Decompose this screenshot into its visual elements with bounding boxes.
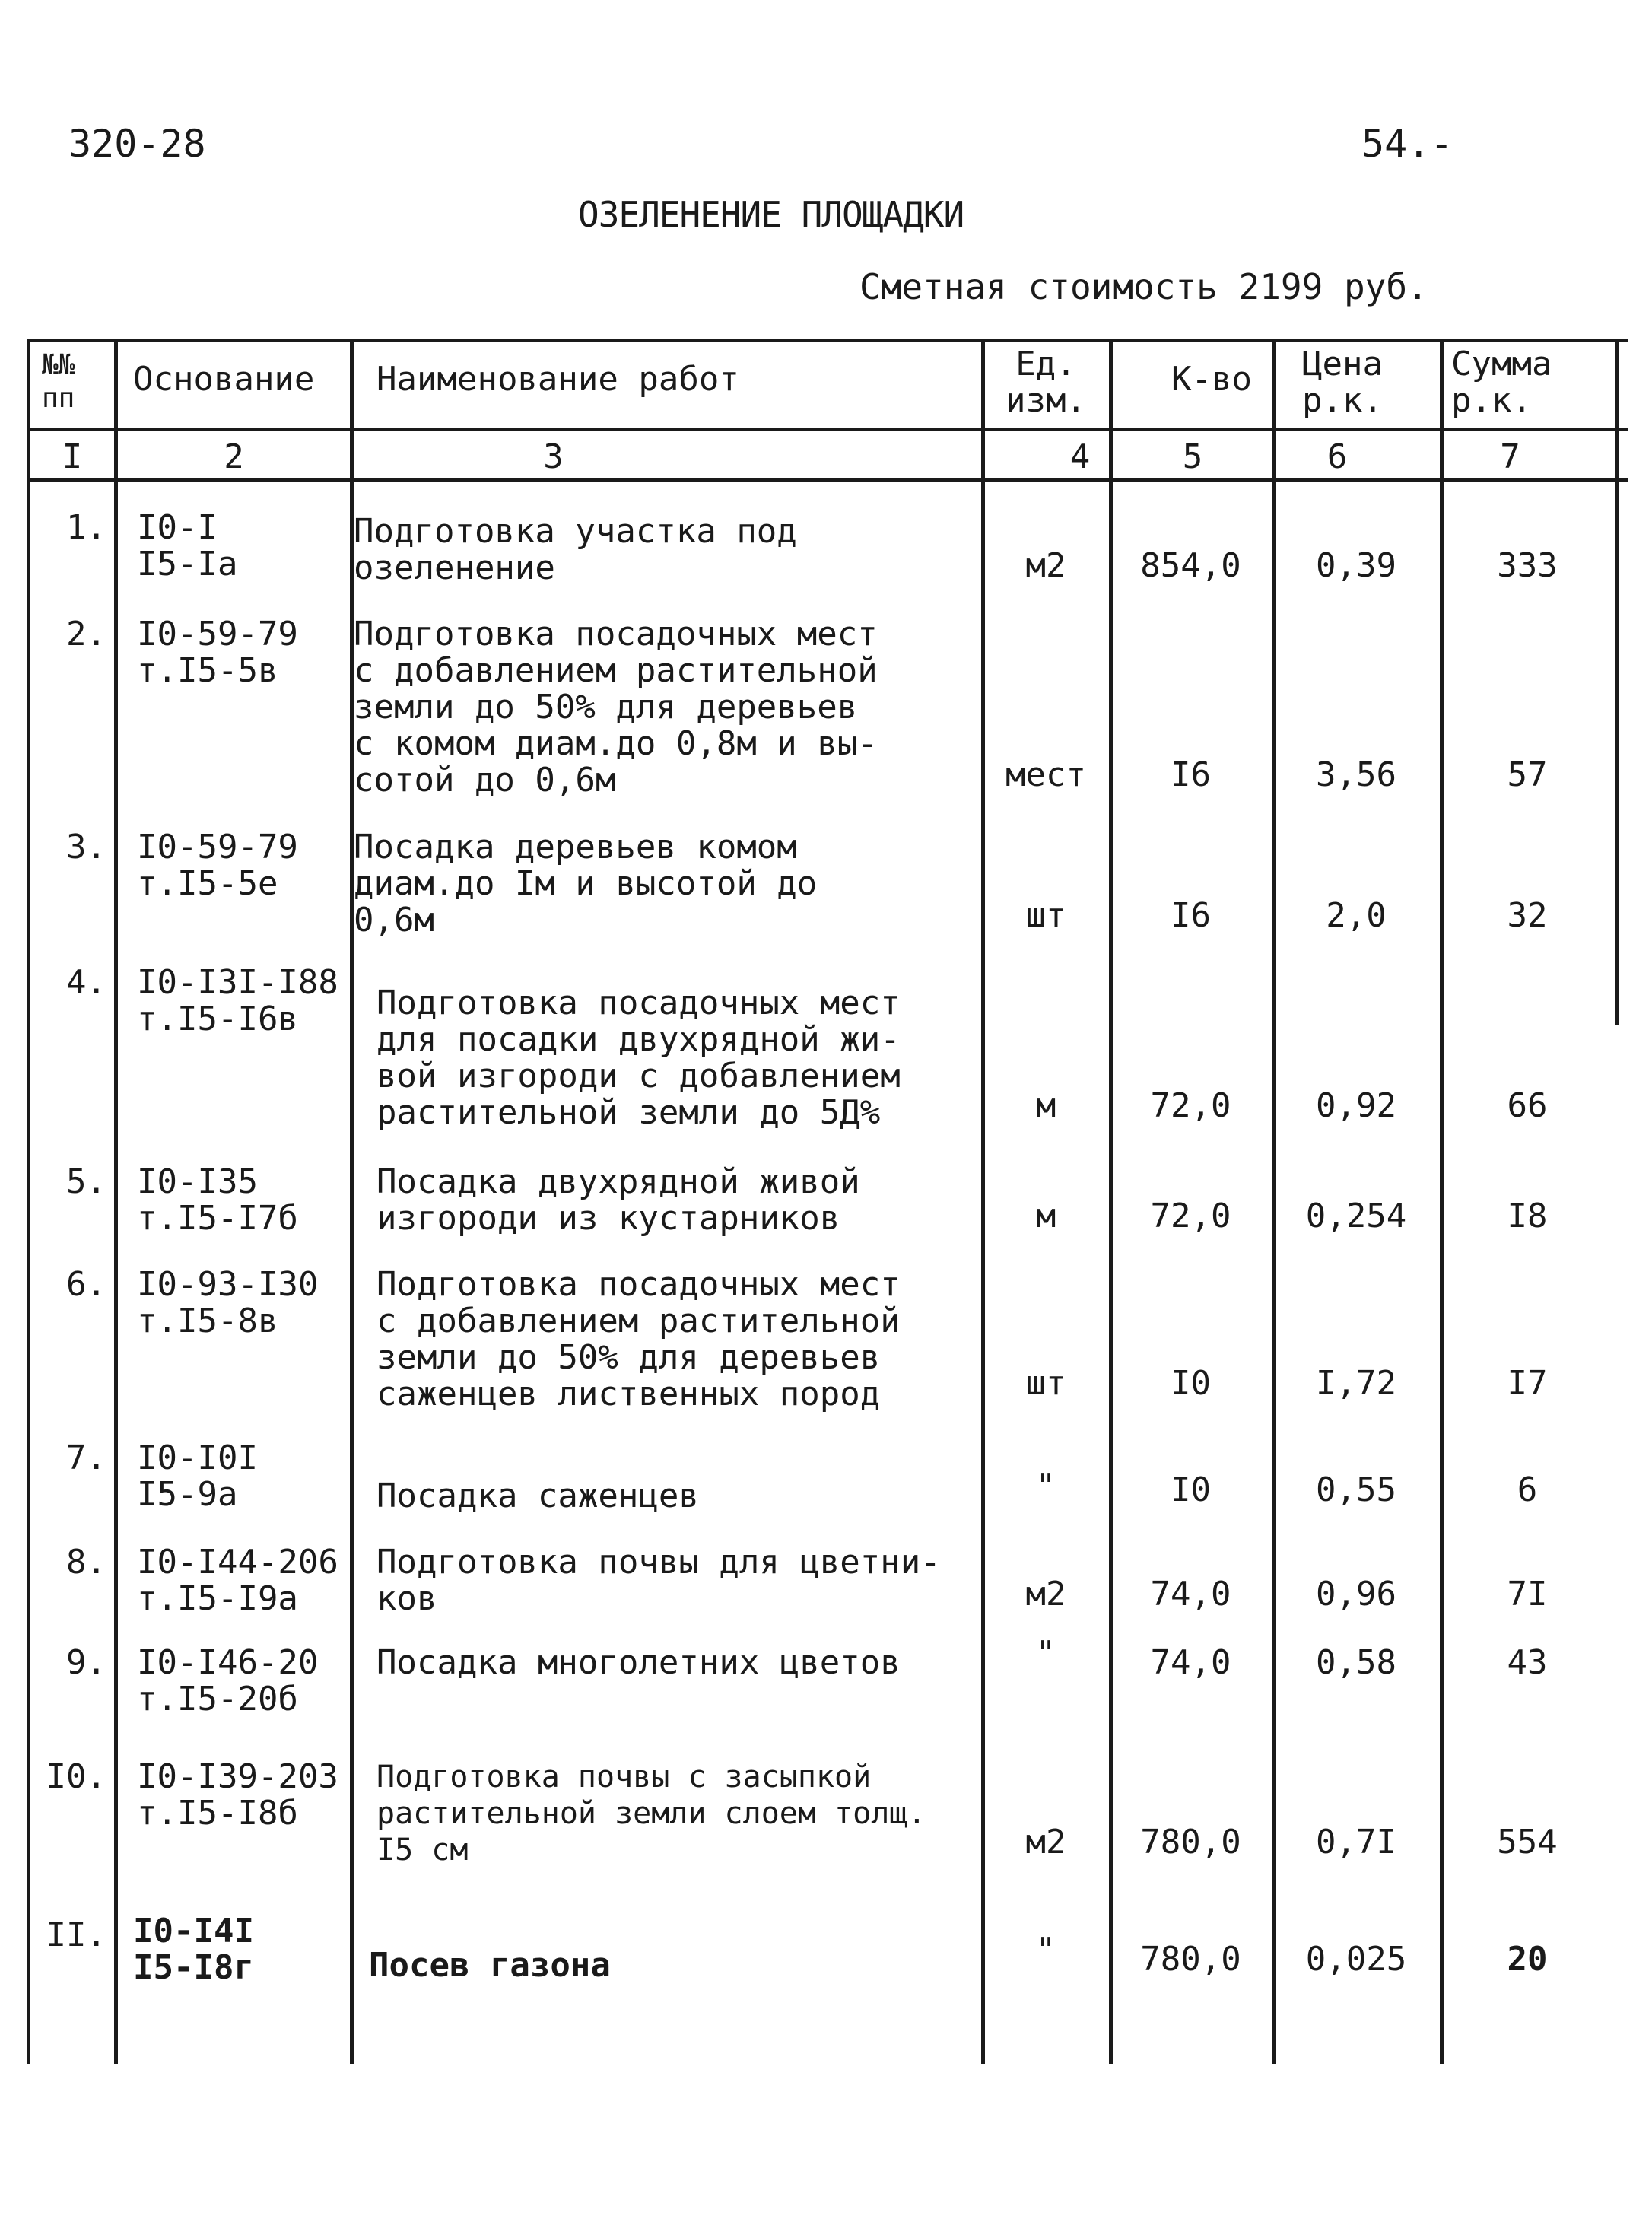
- row-number: 8.: [66, 1543, 106, 1582]
- page-number: 54.-: [1361, 122, 1453, 166]
- row-quantity: I6: [1171, 896, 1211, 935]
- table-top-border: [27, 339, 1628, 342]
- row-unit: м2: [1025, 1823, 1066, 1861]
- row-basis: I0-I3I-I88 т.I5-I6в: [137, 963, 338, 1038]
- row-basis: I0-I39-203 т.I5-I8б: [137, 1757, 338, 1833]
- row-quantity: 780,0: [1140, 1823, 1241, 1861]
- row-price: 0,58: [1316, 1643, 1396, 1682]
- row-quantity: 854,0: [1140, 546, 1241, 585]
- col-number-5: 5: [1182, 437, 1203, 476]
- row-quantity: 72,0: [1150, 1086, 1231, 1125]
- row-sum: I7: [1507, 1364, 1548, 1403]
- row-quantity: 74,0: [1150, 1643, 1231, 1682]
- row-unit: ": [1035, 1634, 1056, 1673]
- row-sum: 554: [1497, 1823, 1558, 1861]
- header-sum: Сумма р.к.: [1451, 345, 1552, 420]
- row-work-name: Подготовка посадочных мест с добавлением растительной земли до 50% для деревьев с комом диам.до 0,8м и вы- сотой до 0,6м: [354, 615, 878, 800]
- row-sum: 66: [1507, 1086, 1548, 1125]
- row-price: 3,56: [1316, 755, 1396, 794]
- header-basis: Основание: [133, 360, 315, 399]
- col-border-7: [1615, 341, 1619, 1025]
- estimated-cost: Сметная стоимость 2199 руб.: [859, 266, 1428, 307]
- row-number: II.: [46, 1915, 106, 1954]
- row-sum: 7I: [1507, 1575, 1548, 1613]
- row-sum: 43: [1507, 1643, 1548, 1682]
- row-work-name: Подготовка участка под озеленение: [354, 512, 797, 587]
- row-basis: I0-I46-20 т.I5-20б: [137, 1643, 319, 1718]
- row-sum: I8: [1507, 1197, 1548, 1235]
- row-unit: ": [1035, 1931, 1056, 1969]
- row-sum: 57: [1507, 755, 1548, 794]
- col-number-7: 7: [1500, 437, 1520, 476]
- header-row-number: №№ пп: [42, 349, 75, 414]
- page-title: ОЗЕЛЕНЕНИЕ ПЛОЩАДКИ: [578, 194, 964, 235]
- row-sum: 333: [1497, 546, 1558, 585]
- row-work-name: Посадка многолетних цветов: [376, 1643, 901, 1682]
- number-row-bottom-border: [27, 478, 1628, 482]
- row-work-name: Посадка деревьев комом диам.до Iм и высотой до 0,6м: [354, 828, 818, 939]
- row-work-name: Посадка двухрядной живой изгороди из кустарников: [376, 1162, 860, 1238]
- row-quantity: I0: [1171, 1470, 1211, 1509]
- row-number: 1.: [66, 508, 106, 547]
- row-unit: шт: [1025, 1364, 1066, 1403]
- col-number-4: 4: [1069, 437, 1091, 476]
- document-code: 320-28: [68, 122, 206, 166]
- row-number: 3.: [66, 828, 106, 866]
- col-number-1: I: [62, 437, 83, 476]
- header-quantity: К-во: [1171, 360, 1252, 399]
- row-basis: I0-I I5-Iа: [137, 508, 238, 583]
- row-basis: I0-I4I I5-I8г: [133, 1912, 254, 1987]
- row-number: 6.: [66, 1265, 106, 1304]
- row-work-name: Подготовка почвы для цветни- ков: [376, 1543, 941, 1618]
- row-basis: I0-59-79 т.I5-5е: [137, 828, 298, 903]
- row-sum: 20: [1507, 1940, 1548, 1979]
- row-number: 7.: [66, 1439, 106, 1477]
- header-bottom-border: [27, 428, 1628, 431]
- row-number: 9.: [66, 1643, 106, 1682]
- col-border-0: [27, 341, 30, 2064]
- row-work-name: Подготовка посадочных мест с добавлением растительной земли до 50% для деревьев саженцев лиственных пород: [376, 1265, 901, 1413]
- row-unit: м: [1035, 1197, 1056, 1235]
- row-quantity: I0: [1171, 1364, 1211, 1403]
- row-basis: I0-93-I30 т.I5-8в: [137, 1265, 319, 1340]
- row-unit: мест: [1005, 755, 1086, 794]
- row-unit: м2: [1025, 546, 1066, 585]
- header-price: Цена р.к.: [1302, 345, 1383, 420]
- row-number: 2.: [66, 615, 106, 653]
- row-basis: I0-I35 т.I5-I7б: [137, 1162, 298, 1238]
- header-work-name: Наименование работ: [376, 360, 739, 399]
- row-price: 0,96: [1316, 1575, 1396, 1613]
- row-price: I,72: [1316, 1364, 1396, 1403]
- row-quantity: 780,0: [1140, 1940, 1241, 1979]
- row-price: 0,55: [1316, 1470, 1396, 1509]
- row-work-name: Посадка саженцев: [376, 1477, 699, 1515]
- row-quantity: I6: [1171, 755, 1211, 794]
- row-price: 0,025: [1305, 1940, 1407, 1979]
- header-unit: Ед. изм.: [1005, 345, 1086, 420]
- row-basis: I0-I0I I5-9а: [137, 1439, 258, 1514]
- row-unit: м2: [1025, 1575, 1066, 1613]
- row-work-name: Подготовка посадочных мест для посадки двухрядной жи- вой изгороди с добавлением растительной земли до 5Д%: [376, 984, 901, 1132]
- row-sum: 6: [1517, 1470, 1538, 1509]
- row-price: 0,7I: [1316, 1823, 1396, 1861]
- col-border-1: [114, 341, 118, 2064]
- row-price: 0,39: [1316, 546, 1396, 585]
- row-price: 0,254: [1305, 1197, 1407, 1235]
- row-work-name: Посев газона: [369, 1946, 611, 1985]
- row-unit: ": [1035, 1467, 1056, 1505]
- row-number: 5.: [66, 1162, 106, 1201]
- row-work-name: Подготовка почвы с засыпкой растительной земли слоем толщ. I5 см: [376, 1760, 926, 1868]
- row-quantity: 72,0: [1150, 1197, 1231, 1235]
- col-border-2: [350, 341, 354, 2064]
- row-unit: м: [1035, 1086, 1056, 1125]
- col-number-6: 6: [1326, 437, 1348, 476]
- row-basis: I0-59-79 т.I5-5в: [137, 615, 298, 690]
- row-number: 4.: [66, 963, 106, 1002]
- row-basis: I0-I44-206 т.I5-I9а: [137, 1543, 338, 1618]
- row-number: I0.: [46, 1757, 106, 1796]
- col-number-3: 3: [543, 437, 564, 476]
- row-unit: шт: [1025, 896, 1066, 935]
- row-quantity: 74,0: [1150, 1575, 1231, 1613]
- col-number-2: 2: [224, 437, 244, 476]
- row-price: 2,0: [1326, 896, 1387, 935]
- row-price: 0,92: [1316, 1086, 1396, 1125]
- row-sum: 32: [1507, 896, 1548, 935]
